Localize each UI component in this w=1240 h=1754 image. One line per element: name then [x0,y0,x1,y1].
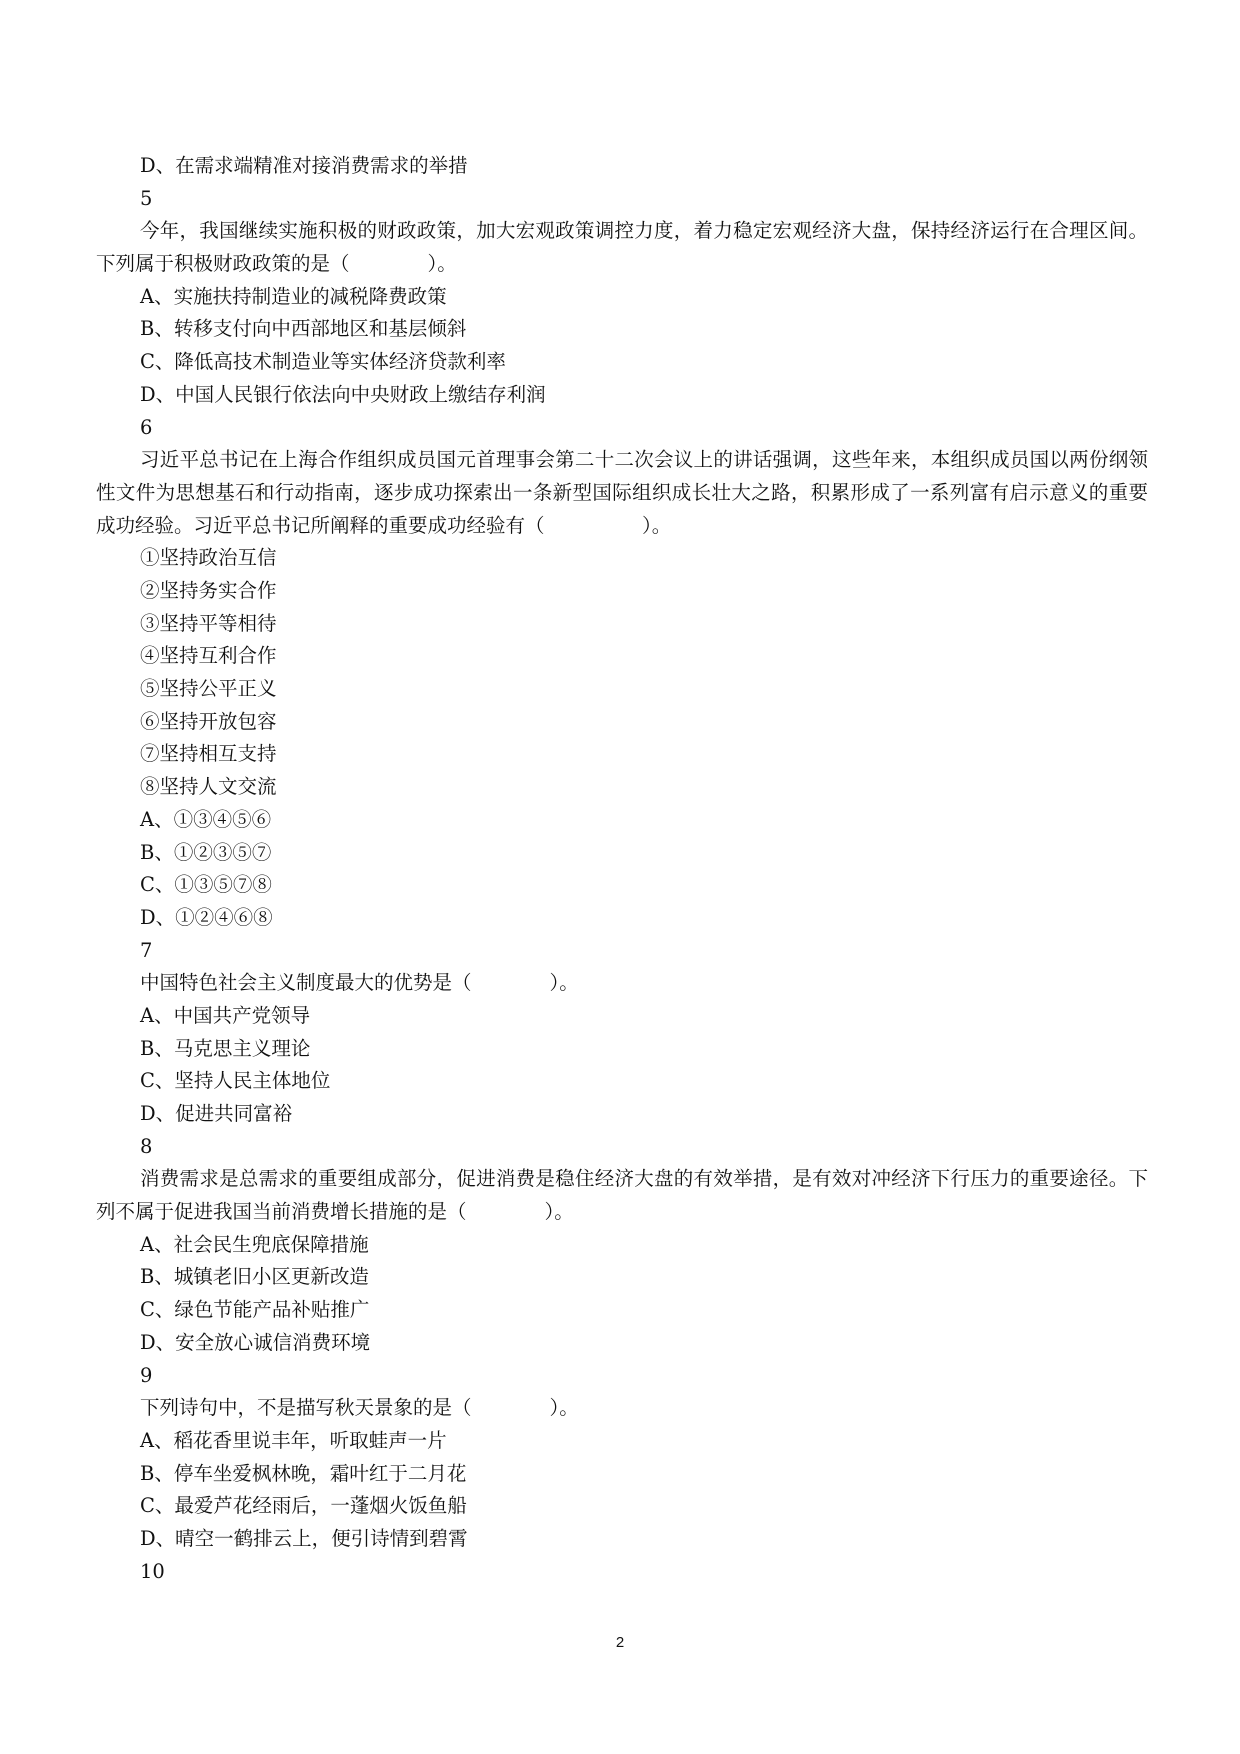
option-d-q5: D、中国人民银行依法向中央财政上缴结存利润 [140,382,546,406]
question-number-5: 5 [140,186,153,210]
statement-7-q6: ⑦坚持相互支持 [140,742,277,766]
question-number-9: 9 [140,1363,153,1387]
option-a-q5: A、实施扶持制造业的减税降费政策 [140,284,447,308]
option-b-q9: B、停车坐爱枫林晚，霜叶红于二月花 [140,1461,467,1485]
question-number-8: 8 [140,1134,153,1158]
question-stem-7: 中国特色社会主义制度最大的优势是（ ）。 [140,971,579,995]
option-c-q8: C、绿色节能产品补贴推广 [140,1298,370,1322]
statement-4-q6: ④坚持互利合作 [140,644,277,668]
option-c-q6: C、①③⑤⑦⑧ [140,873,272,897]
question-stem-5: 今年，我国继续实施积极的财政政策，加大宏观政策调控力度，着力稳定宏观经济大盘，保持经济运行在合理区间。下列属于积极财政政策的是（ ）。 [96,219,1148,276]
option-b-q5: B、转移支付向中西部地区和基层倾斜 [140,317,467,341]
statement-3-q6: ③坚持平等相待 [140,611,277,635]
option-b-q6: B、①②③⑤⑦ [140,840,272,864]
option-d-q7: D、促进共同富裕 [140,1102,293,1126]
option-c-q5: C、降低高技术制造业等实体经济贷款利率 [140,350,506,374]
question-stem-8: 消费需求是总需求的重要组成部分，促进消费是稳住经济大盘的有效举措，是有效对冲经济下行压力的重要途径。下列不属于促进我国当前消费增长措施的是（ ）。 [96,1167,1148,1224]
question-stem-6: 习近平总书记在上海合作组织成员国元首理事会第二十二次会议上的讲话强调，这些年来，本组织成员国以两份纲领性文件为思想基石和行动指南，逐步成功探索出一条新型国际组织成长壮大之路，积累形成了一系列富有启示意义的重要成功经验。习近平总书记所阐释的重要成功经验有（ ）。 [96,448,1148,537]
question-stem-9: 下列诗句中，不是描写秋天景象的是（ ）。 [140,1396,579,1420]
page-content [96,150,1148,1588]
option-d-q9: D、晴空一鹤排云上，便引诗情到碧霄 [140,1526,468,1550]
option-c-q9: C、最爱芦花经雨后，一蓬烟火饭鱼船 [140,1494,467,1518]
option-b-q8: B、城镇老旧小区更新改造 [140,1265,369,1289]
statement-2-q6: ②坚持务实合作 [140,579,277,603]
option-a-q6: A、①③④⑤⑥ [140,807,272,831]
option-d-q6: D、①②④⑥⑧ [140,905,273,929]
page-number: 2 [615,1634,625,1651]
question-number-7: 7 [140,938,153,962]
statement-6-q6: ⑥坚持开放包容 [140,709,277,733]
option-b-q7: B、马克思主义理论 [140,1036,311,1060]
question-number-10: 10 [140,1559,165,1583]
statement-5-q6: ⑤坚持公平正义 [140,677,277,701]
statement-1-q6: ①坚持政治互信 [140,546,277,570]
option-a-q9: A、稻花香里说丰年，听取蛙声一片 [140,1428,447,1452]
option-d-q8: D、安全放心诚信消费环境 [140,1330,371,1354]
option-a-q7: A、中国共产党领导 [140,1003,311,1027]
statement-8-q6: ⑧坚持人文交流 [140,775,277,799]
option-c-q7: C、坚持人民主体地位 [140,1069,331,1093]
option-d-q4: D、在需求端精准对接消费需求的举措 [140,154,468,177]
question-number-6: 6 [140,415,153,439]
option-a-q8: A、社会民生兜底保障措施 [140,1232,369,1256]
